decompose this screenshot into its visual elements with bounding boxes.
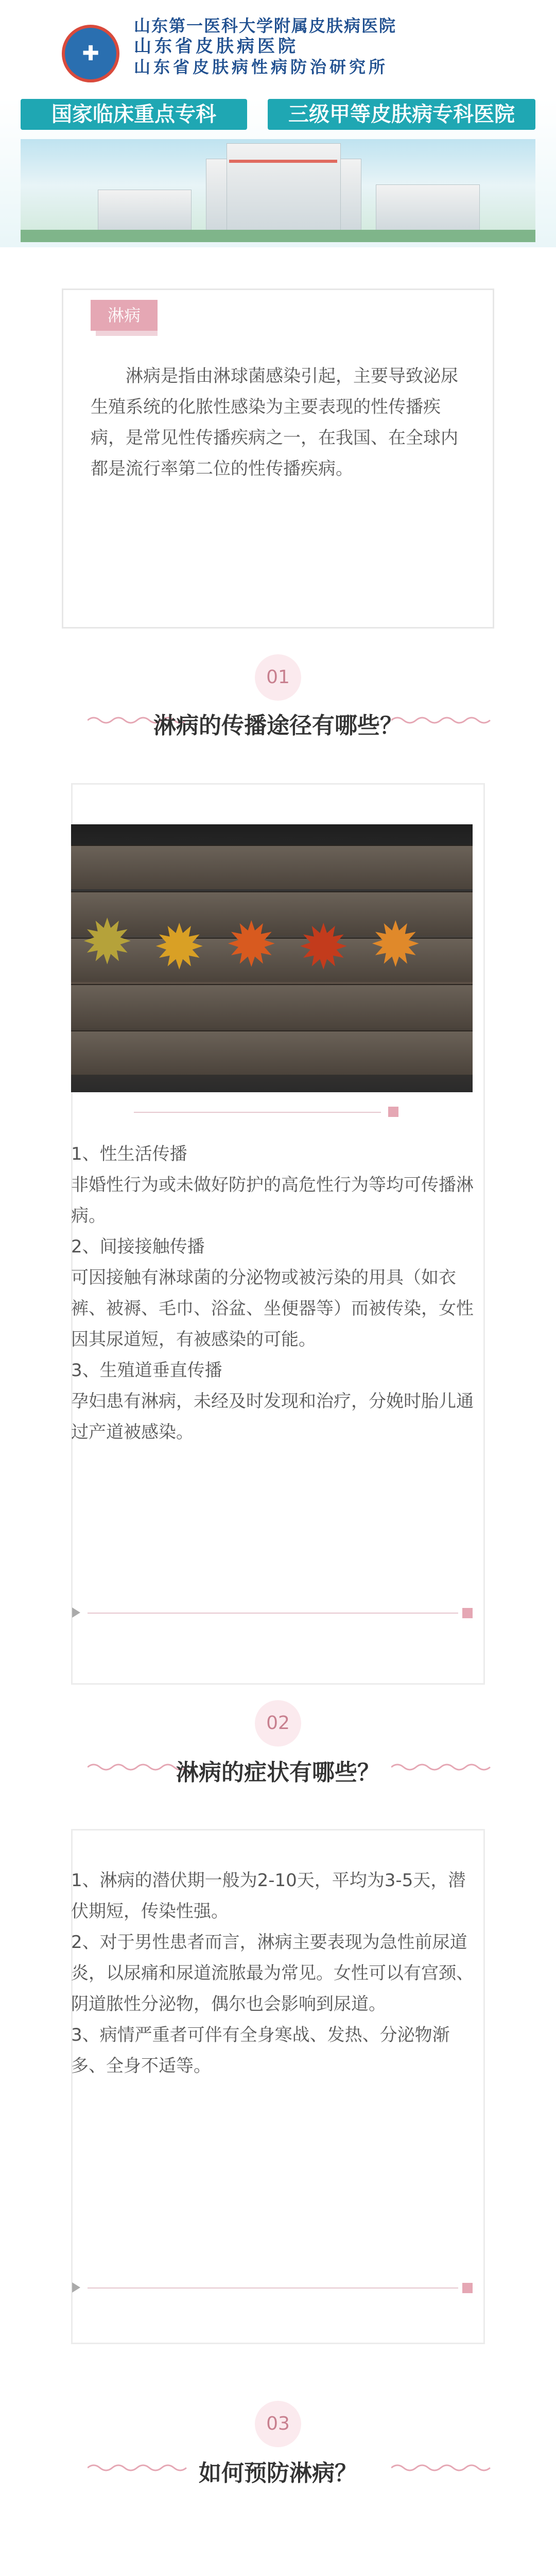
section-1-content bbox=[71, 1139, 478, 1448]
play-marker-icon bbox=[72, 2282, 80, 2293]
list-item: 非婚性行为或未做好防护的高危性行为等均可传播淋病。 bbox=[71, 1175, 474, 1226]
accent-dot bbox=[462, 1608, 473, 1618]
section-3-title: 如何预防淋病？ bbox=[199, 2460, 357, 2486]
list-item: 2、间接接触传播 bbox=[71, 1236, 205, 1257]
image-accent-dot bbox=[388, 1107, 398, 1117]
section-1-number: 01 bbox=[255, 654, 301, 701]
key-specialty-badge: 国家临床重点专科 bbox=[21, 99, 247, 130]
hospital-name-2: 山东省皮肤病医院 bbox=[134, 36, 299, 57]
hospital-name-1: 山东第一医科大学附属皮肤病医院 bbox=[134, 16, 397, 36]
list-item: 1、性生活传播 bbox=[71, 1144, 187, 1164]
intro-text: 淋病是指由淋球菌感染引起，主要导致泌尿生殖系统的化脓性感染为主要表现的性传播疾病，是常见性传播疾病之一，在我国、在全球内都是流行率第二位的性传播疾病。 bbox=[91, 366, 458, 479]
section-2-content bbox=[71, 1865, 478, 2081]
hospital-names bbox=[134, 15, 525, 77]
section-1-title: 淋病的传播途径有哪些？ bbox=[153, 713, 403, 739]
hospital-logo-icon: ✚ bbox=[62, 25, 119, 82]
list-item: 3、病情严重者可伴有全身寒战、发热、分泌物渐多、全身不适等。 bbox=[71, 2025, 450, 2076]
grade-hospital-badge: 三级甲等皮肤病专科医院 bbox=[268, 99, 535, 130]
section-2-number: 02 bbox=[255, 1700, 301, 1747]
list-item: 1、淋病的潜伏期一般为2-10天，平均为3-5天，潜伏期短，传染性强。 bbox=[71, 1870, 466, 1922]
list-item: 2、对于男性患者而言，淋病主要表现为急性前尿道炎，以尿痛和尿道流脓最为常见。女性可以有宫颈、阴道脓性分泌物，偶尔也会影响到尿道。 bbox=[71, 1932, 474, 2014]
accent-dot bbox=[462, 2283, 473, 2293]
wavy-decoration-right bbox=[391, 715, 494, 725]
intro-tag-shadow bbox=[96, 331, 158, 336]
divider-line bbox=[88, 1613, 458, 1614]
intro-tag: 淋病 bbox=[91, 300, 158, 331]
section-2-title: 淋病的症状有哪些？ bbox=[176, 1759, 380, 1786]
section-3-number: 03 bbox=[255, 2401, 301, 2447]
play-marker-icon bbox=[72, 1607, 80, 1618]
wavy-decoration-right bbox=[391, 1762, 494, 1772]
list-item: 孕妇患有淋病，未经及时发现和治疗，分娩时胎儿通过产道被感染。 bbox=[71, 1391, 474, 1443]
list-item: 3、生殖道垂直传播 bbox=[71, 1360, 222, 1381]
list-item: 可因接触有淋球菌的分泌物或被污染的用具（如衣裤、被褥、毛巾、浴盆、坐便器等）而被传染，女性因其尿道短，有被感染的可能。 bbox=[71, 1267, 474, 1350]
hospital-name-3: 山东省皮肤病性病防治研究所 bbox=[134, 57, 389, 77]
divider-line bbox=[134, 1112, 381, 1113]
divider-line bbox=[88, 2287, 458, 2289]
autumn-leaves-image: ✹ ✹ ✹ ✹ ✹ bbox=[71, 824, 473, 1092]
wavy-decoration-right bbox=[391, 2463, 494, 2473]
hospital-building-image bbox=[21, 139, 535, 242]
